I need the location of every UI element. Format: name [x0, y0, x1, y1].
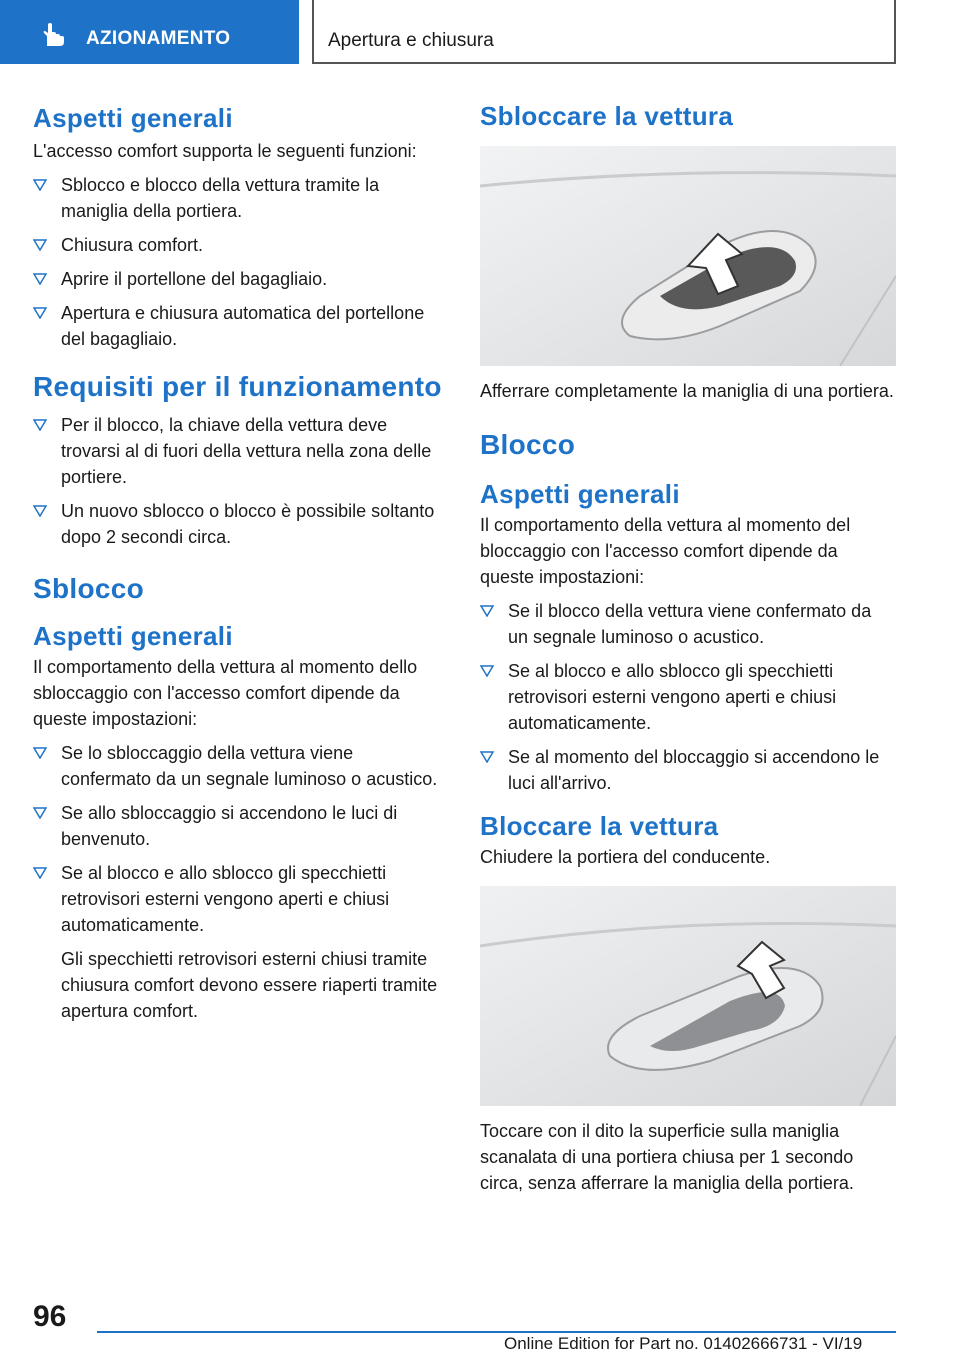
functions-list [33, 172, 448, 352]
triangle-bullet-icon [33, 239, 47, 251]
door-handle-touch-image [480, 886, 896, 1106]
list-item: Se al blocco e allo sblocco gli specchietti retrovisori esterni vengono aperti e chiusi automaticamente. [480, 658, 896, 736]
triangle-bullet-icon [33, 505, 47, 517]
list-item: Per il blocco, la chiave della vettura deve trovarsi al di fuori della vettura nella zona delle portiere. [33, 412, 448, 490]
triangle-bullet-icon [33, 179, 47, 191]
sblocco-settings-list [33, 740, 448, 938]
touch-caption: Toccare con il dito la superficie sulla maniglia scanalata di una portiera chiusa per 1 secondo circa, senza afferrare la maniglia della portiera. [480, 1121, 854, 1193]
page-number: 96 [33, 1300, 67, 1333]
bloccare-intro-text: Chiudere la portiera del conducente. [480, 847, 771, 867]
triangle-bullet-icon [33, 419, 47, 431]
list-item: Un nuovo sblocco o blocco è possibile soltanto dopo 2 secondi circa. [33, 498, 448, 550]
right-column [480, 100, 896, 1196]
triangle-bullet-icon [33, 867, 47, 879]
topic-label: Apertura e chiusura [328, 30, 494, 51]
triangle-bullet-icon [33, 747, 47, 759]
door-handle-grip-image [480, 146, 896, 366]
heading-requisiti: Requisiti per il funzionamento [33, 371, 442, 402]
edition-text: Online Edition for Part no. 01402666731 - VI/19 [504, 1334, 863, 1353]
footer-divider [97, 1331, 896, 1333]
topic-box [312, 0, 896, 64]
mirrors-note: Gli specchietti retrovisori esterni chiusi tramite chiusura comfort devono essere riaperti tramite apertura comfort. [61, 949, 438, 1021]
section-label: AZIONAMENTO [86, 28, 231, 49]
heading-blocco: Blocco [480, 429, 576, 460]
triangle-bullet-icon [33, 807, 47, 819]
requirements-list [33, 412, 448, 550]
section-tab [0, 0, 299, 64]
list-item: Aprire il portellone del bagagliaio. [33, 266, 448, 292]
hand-pointer-icon [40, 22, 66, 48]
list-item: Se lo sbloccaggio della vettura viene confermato da un segnale luminoso o acustico. [33, 740, 448, 792]
heading-sblocco: Sblocco [33, 573, 145, 604]
blocco-intro-text: Il comportamento della vettura al momento del bloccaggio con l'accesso comfort dipende da queste impostazioni: [480, 515, 851, 587]
triangle-bullet-icon [480, 751, 494, 763]
triangle-bullet-icon [480, 665, 494, 677]
blocco-settings-list [480, 598, 896, 796]
triangle-bullet-icon [33, 307, 47, 319]
list-item: Se al blocco e allo sblocco gli specchietti retrovisori esterni vengono aperti e chiusi automaticamente. [33, 860, 448, 938]
grip-caption: Afferrare completamente la maniglia di una portiera. [480, 381, 894, 401]
heading-aspetti-generali: Aspetti generali [33, 103, 233, 133]
list-item: Se allo sbloccaggio si accendono le luci di benvenuto. [33, 800, 448, 852]
sblocco-intro-text: Il comportamento della vettura al momento dello sbloccaggio con l'accesso comfort dipende da queste impostazioni: [33, 657, 418, 729]
list-item: Chiusura comfort. [33, 232, 448, 258]
list-item: Apertura e chiusura automatica del portellone del bagagliaio. [33, 300, 448, 352]
list-item: Se il blocco della vettura viene confermato da un segnale luminoso o acustico. [480, 598, 896, 650]
subheading-aspetti-generali: Aspetti generali [33, 621, 233, 651]
subheading-aspetti-generali-blocco: Aspetti generali [480, 479, 680, 509]
list-item: Se al momento del bloccaggio si accendono le luci all'arrivo. [480, 744, 896, 796]
triangle-bullet-icon [480, 605, 494, 617]
heading-sbloccare-vettura: Sbloccare la vettura [480, 101, 734, 131]
page-header [0, 0, 960, 66]
triangle-bullet-icon [33, 273, 47, 285]
heading-bloccare-vettura: Bloccare la vettura [480, 811, 719, 841]
list-item: Sblocco e blocco della vettura tramite la maniglia della portiera. [33, 172, 448, 224]
left-column [33, 100, 448, 1024]
intro-text: L'accesso comfort supporta le seguenti funzioni: [33, 141, 417, 161]
